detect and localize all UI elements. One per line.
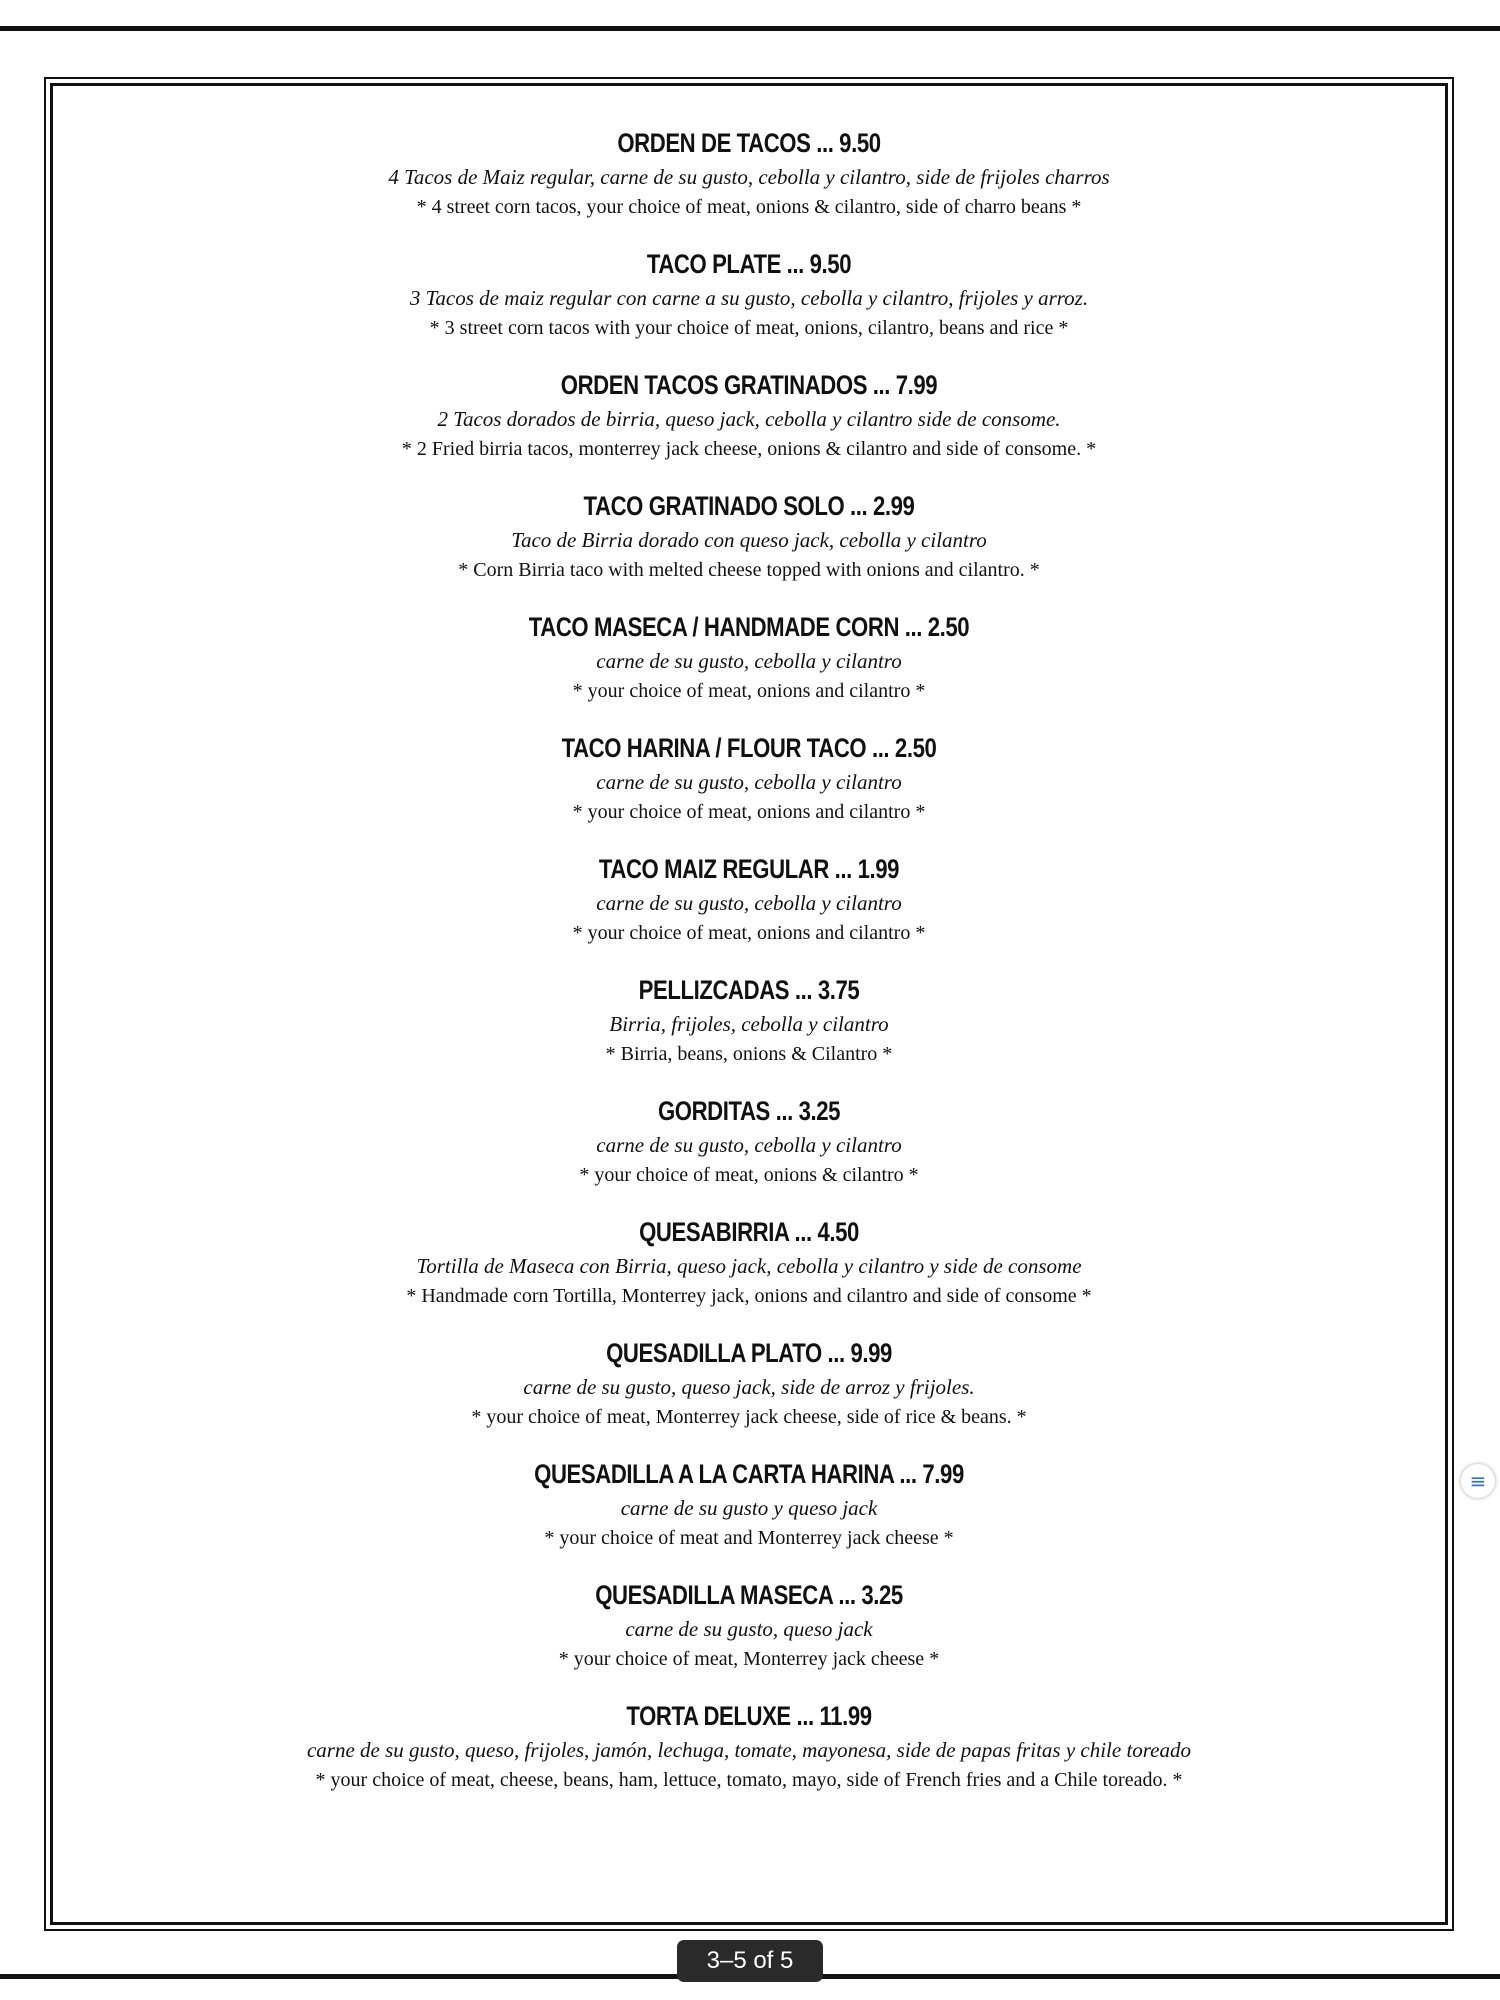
menu-item-title: TACO MAIZ REGULAR ... 1.99 [598, 854, 900, 884]
menu-item-description-spanish: carne de su gusto, cebolla y cilantro [596, 891, 902, 915]
menu-item-description-english: * your choice of meat, onions & cilantro * [579, 1164, 919, 1186]
menu-item-description-english: * Birria, beans, onions & Cilantro * [605, 1043, 893, 1065]
annotation-list-button[interactable] [1461, 1464, 1495, 1498]
menu-item-list [53, 124, 1445, 1818]
menu-item-description-spanish: Birria, frijoles, cebolla y cilantro [609, 1012, 889, 1036]
menu-item-description-english: * Corn Birria taco with melted cheese topped with onions and cilantro. * [458, 559, 1040, 581]
menu-item-title: TORTA DELUXE ... 11.99 [626, 1701, 872, 1731]
menu-item [53, 1455, 1445, 1576]
menu-item-title: ORDEN TACOS GRATINADOS ... 7.99 [560, 370, 938, 400]
menu-inner-border [50, 83, 1448, 1925]
menu-page [44, 77, 1454, 1931]
menu-item-title: TACO GRATINADO SOLO ... 2.99 [583, 491, 915, 521]
menu-item [53, 608, 1445, 729]
menu-item-description-spanish: 4 Tacos de Maiz regular, carne de su gusto, cebolla y cilantro, side de frijoles charros [388, 165, 1110, 189]
menu-item-description-spanish: Taco de Birria dorado con queso jack, cebolla y cilantro [511, 528, 987, 552]
menu-item [53, 1213, 1445, 1334]
menu-item-description-english: * your choice of meat, cheese, beans, ham, lettuce, tomato, mayo, side of French fries and a Chile toreado. * [315, 1769, 1183, 1791]
menu-item-title: QUESADILLA PLATO ... 9.99 [606, 1338, 892, 1368]
menu-item-description-english: * Handmade corn Tortilla, Monterrey jack, onions and cilantro and side of consome * [406, 1285, 1092, 1307]
menu-item-description-spanish: carne de su gusto, cebolla y cilantro [596, 770, 902, 794]
menu-item-description-english: * your choice of meat, Monterrey jack cheese, side of rice & beans. * [471, 1406, 1027, 1428]
menu-item-description-english: * your choice of meat, onions and cilantro * [572, 680, 926, 702]
menu-item-description-spanish: 3 Tacos de maiz regular con carne a su gusto, cebolla y cilantro, frijoles y arroz. [409, 286, 1089, 310]
menu-item-title: PELLIZCADAS ... 3.75 [638, 975, 860, 1005]
menu-item [53, 971, 1445, 1092]
menu-item [53, 1576, 1445, 1697]
menu-item-title: TACO HARINA / FLOUR TACO ... 2.50 [561, 733, 937, 763]
menu-item [53, 1092, 1445, 1213]
menu-item-title: ORDEN DE TACOS ... 9.50 [617, 128, 881, 158]
menu-item-title: QUESADILLA A LA CARTA HARINA ... 7.99 [534, 1459, 964, 1489]
menu-item-description-english: * your choice of meat, onions and cilantro * [572, 801, 926, 823]
menu-item-description-english: * your choice of meat, Monterrey jack cheese * [558, 1648, 940, 1670]
menu-item [53, 366, 1445, 487]
menu-item-description-english: * 4 street corn tacos, your choice of meat, onions & cilantro, side of charro beans * [416, 196, 1082, 218]
menu-item-title: TACO MASECA / HANDMADE CORN ... 2.50 [528, 612, 970, 642]
menu-item [53, 1334, 1445, 1455]
list-icon: ≡ [1469, 1469, 1487, 1493]
menu-item [53, 487, 1445, 608]
menu-item-description-english: * your choice of meat and Monterrey jack cheese * [544, 1527, 954, 1549]
menu-item-title: QUESABIRRIA ... 4.50 [639, 1217, 859, 1247]
menu-item-description-english: * your choice of meat, onions and cilantro * [572, 922, 926, 944]
top-divider [0, 26, 1500, 31]
menu-item-description-spanish: carne de su gusto, queso jack, side de arroz y frijoles. [523, 1375, 975, 1399]
menu-item [53, 245, 1445, 366]
menu-item [53, 124, 1445, 245]
menu-item-title: TACO PLATE ... 9.50 [646, 249, 852, 279]
menu-item-description-spanish: 2 Tacos dorados de birria, queso jack, cebolla y cilantro side de consome. [437, 407, 1061, 431]
menu-item-description-spanish: carne de su gusto, queso, frijoles, jamón, lechuga, tomate, mayonesa, side de papas fritas y chile toreado [306, 1738, 1192, 1762]
menu-item-description-english: * 2 Fried birria tacos, monterrey jack cheese, onions & cilantro and side of consome. * [401, 438, 1097, 460]
menu-item [53, 850, 1445, 971]
menu-item [53, 729, 1445, 850]
menu-item-description-spanish: carne de su gusto, cebolla y cilantro [596, 1133, 902, 1157]
menu-item-title: GORDITAS ... 3.25 [657, 1096, 841, 1126]
menu-item-title: QUESADILLA MASECA ... 3.25 [595, 1580, 903, 1610]
menu-item-description-english: * 3 street corn tacos with your choice of meat, onions, cilantro, beans and rice * [429, 317, 1069, 339]
menu-item-description-spanish: Tortilla de Maseca con Birria, queso jack, cebolla y cilantro y side de consome [416, 1254, 1082, 1278]
menu-item [53, 1697, 1445, 1818]
page-indicator: 3–5 of 5 [677, 1940, 823, 1982]
menu-item-description-spanish: carne de su gusto, queso jack [625, 1617, 873, 1641]
menu-item-description-spanish: carne de su gusto y queso jack [620, 1496, 878, 1520]
menu-item-description-spanish: carne de su gusto, cebolla y cilantro [596, 649, 902, 673]
